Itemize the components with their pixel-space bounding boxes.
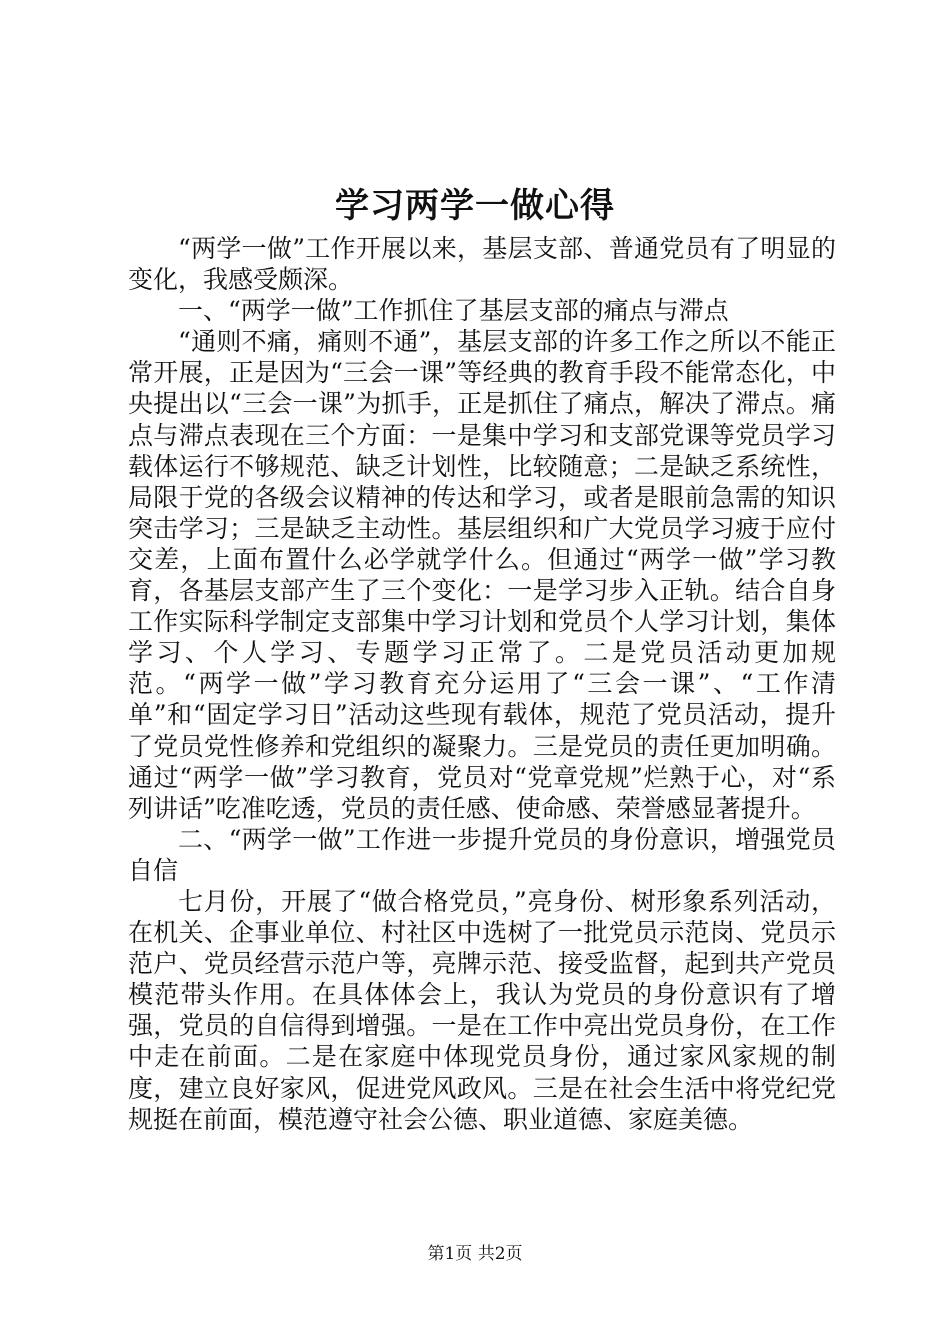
page-footer: 第1页 共2页 — [427, 1244, 523, 1264]
section-heading-1: 一、“两学一做”工作抓住了基层支部的痛点与滞点 — [178, 296, 729, 326]
paragraph-intro: “两学一做”工作开展以来，基层支部、普通党员有了明显的变化，我感受颇深。 — [128, 234, 836, 295]
paragraph-section-2: 七月份，开展了“做合格党员，”亮身份、树形象系列活动，在机关、企事业单位、村社区中选树了一批党员示范岗、党员示范户、党员经营示范户等，亮牌示范、接受监督，起到共产党员模范带头作用。在具体体会上，我认为党员的身份意识有了增强，党员的自信得到增强。一是在工作中亮出党员身份，在工作中走在前面。二是在家庭中体现党员身份，通过家风家规的制度，建立良好家风，促进党风政风。三是在社会生活中将党纪党规挺在前面，模范遵守社会公德、职业道德、家庭美德。 — [128, 886, 836, 1134]
document-body — [128, 233, 836, 1135]
section-heading-2: 二、“两学一做”工作进一步提升党员的身份意识，增强党员自信 — [128, 824, 836, 885]
document-title: 学习两学一做心得 — [335, 186, 615, 226]
paragraph-section-1: “通则不痛，痛则不通”，基层支部的许多工作之所以不能正常开展，正是因为“三会一课”等经典的教育手段不能常态化，中央提出以“三会一课”为抓手，正是抓住了痛点，解决了滞点。痛点与滞点表现在三个方面：一是集中学习和支部党课等党员学习载体运行不够规范、缺乏计划性，比较随意；二是缺乏系统性，局限于党的各级会议精神的传达和学习，或者是眼前急需的知识突击学习；三是缺乏主动性。基层组织和广大党员学习疲于应付交差，上面布置什么必学就学什么。但通过“两学一做”学习教育，各基层支部产生了三个变化：一是学习步入正轨。结合自身工作实际科学制定支部集中学习计划和党员个人学习计划，集体学习、个人学习、专题学习正常了。二是党员活动更加规范。“两学一做”学习教育充分运用了“三会一课”、“工作清单”和“固定学习日”活动这些现有载体，规范了党员活动，提升了党员党性修养和党组织的凝聚力。三是党员的责任更加明确。通过“两学一做”学习教育，党员对“党章党规”烂熟于心，对“系列讲话”吃准吃透，党员的责任感、使命感、荣誉感显著提升。 — [128, 327, 836, 823]
